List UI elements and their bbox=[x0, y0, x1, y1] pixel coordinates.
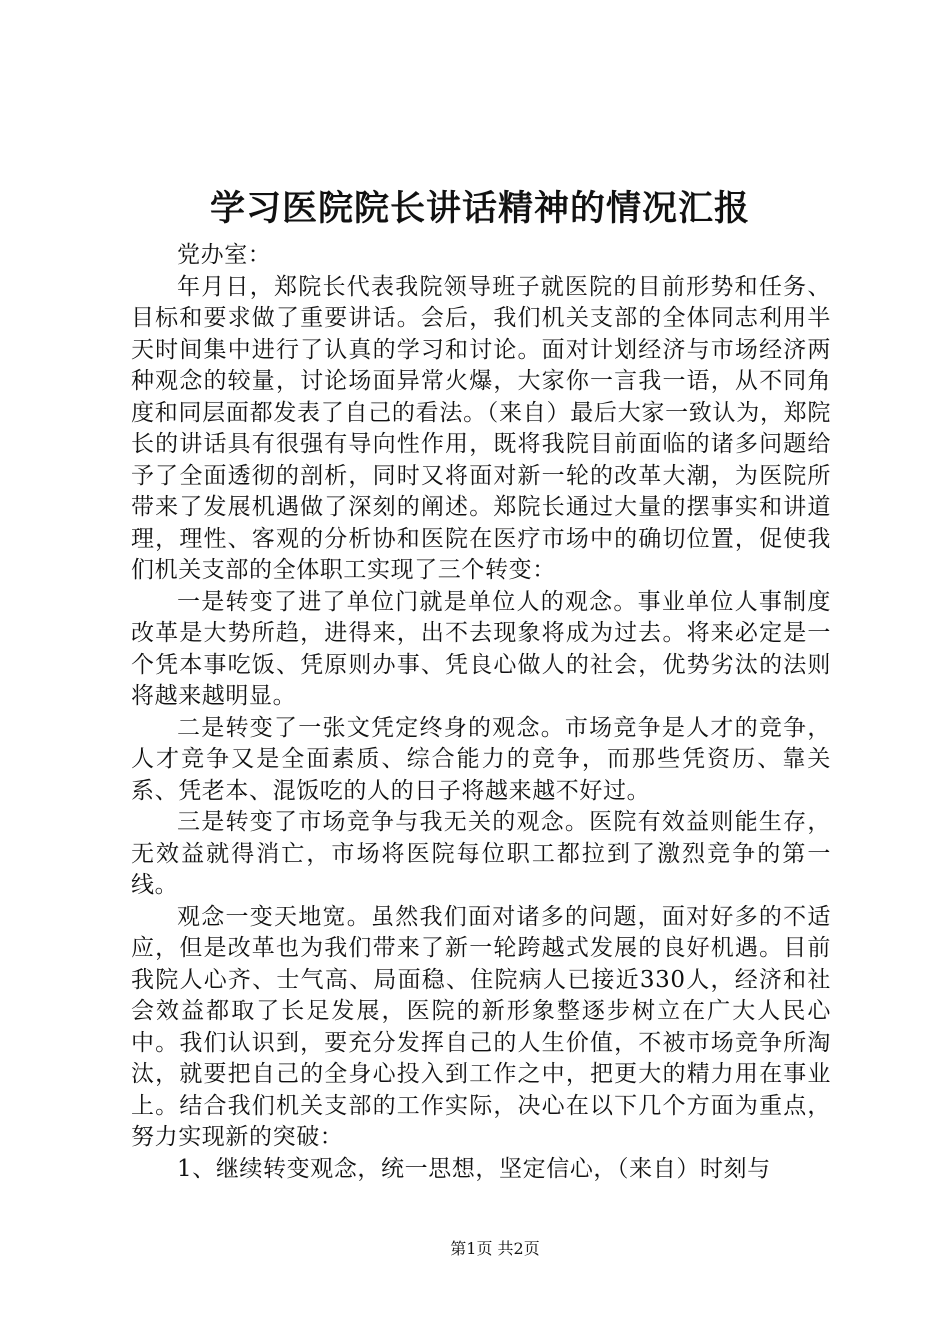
body-paragraph-intro: 年月日，郑院长代表我院领导班子就医院的目前形势和任务、目标和要求做了重要讲话。会后，我们机关支部的全体同志利用半天时间集中进行了认真的学习和讨论。面对计划经济与市场经济两种观念的较量，讨论场面异常火爆，大家你一言我一语，从不同角度和同层面都发表了自己的看法。（来自）最后大家一致认为，郑院长的讲话具有很强有导向性作用，既将我院目前面临的诸多问题给予了全面透彻的剖析，同时又将面对新一轮的改革大潮，为医院所带来了发展机遇做了深刻的阐述。郑院长通过大量的摆事实和讲道理，理性、客观的分析协和医院在医疗市场中的确切位置，促使我们机关支部的全体职工实现了三个转变： bbox=[131, 273, 831, 583]
body-paragraph-item-1: 1、继续转变观念，统一思想，坚定信心，（来自）时刻与 bbox=[177, 1155, 771, 1182]
body-paragraph-outlook: 观念一变天地宽。虽然我们面对诸多的问题，面对好多的不适应，但是改革也为我们带来了新一轮跨越式发展的良好机遇。目前我院人心齐、士气高、局面稳、住院病人已接近330人，经济和社会效益都取了长足发展，医院的新形象整逐步树立在广大人民心中。我们认识到，要充分发挥自己的人生价值，不被市场竞争所淘汰，就要把自己的全身心投入到工作之中，把更大的精力用在事业上。结合我们机关支部的工作实际，决心在以下几个方面为重点，努力实现新的突破： bbox=[131, 903, 831, 1150]
body-paragraph-change-3: 三是转变了市场竞争与我无关的观念。医院有效益则能生存，无效益就得消亡，市场将医院每位职工都拉到了激烈竞争的第一线。 bbox=[131, 809, 831, 898]
document-body bbox=[131, 240, 831, 1185]
page-footer: 第1页 共2页 bbox=[450, 1239, 540, 1258]
body-paragraph-change-2: 二是转变了一张文凭定终身的观念。市场竞争是人才的竞争，人才竞争又是全面素质、综合能力的竞争，而那些凭资历、靠关系、凭老本、混饭吃的人的日子将越来越不好过。 bbox=[131, 714, 831, 804]
document-title: 学习医院院长讲话精神的情况汇报 bbox=[209, 188, 750, 229]
body-paragraph-change-1: 一是转变了进了单位门就是单位人的观念。事业单位人事制度改革是大势所趋，进得来，出不去现象将成为过去。将来必定是一个凭本事吃饭、凭原则办事、凭良心做人的社会，优势劣汰的法则将越来越明显。 bbox=[131, 588, 831, 709]
salutation: 党办室： bbox=[177, 242, 272, 268]
